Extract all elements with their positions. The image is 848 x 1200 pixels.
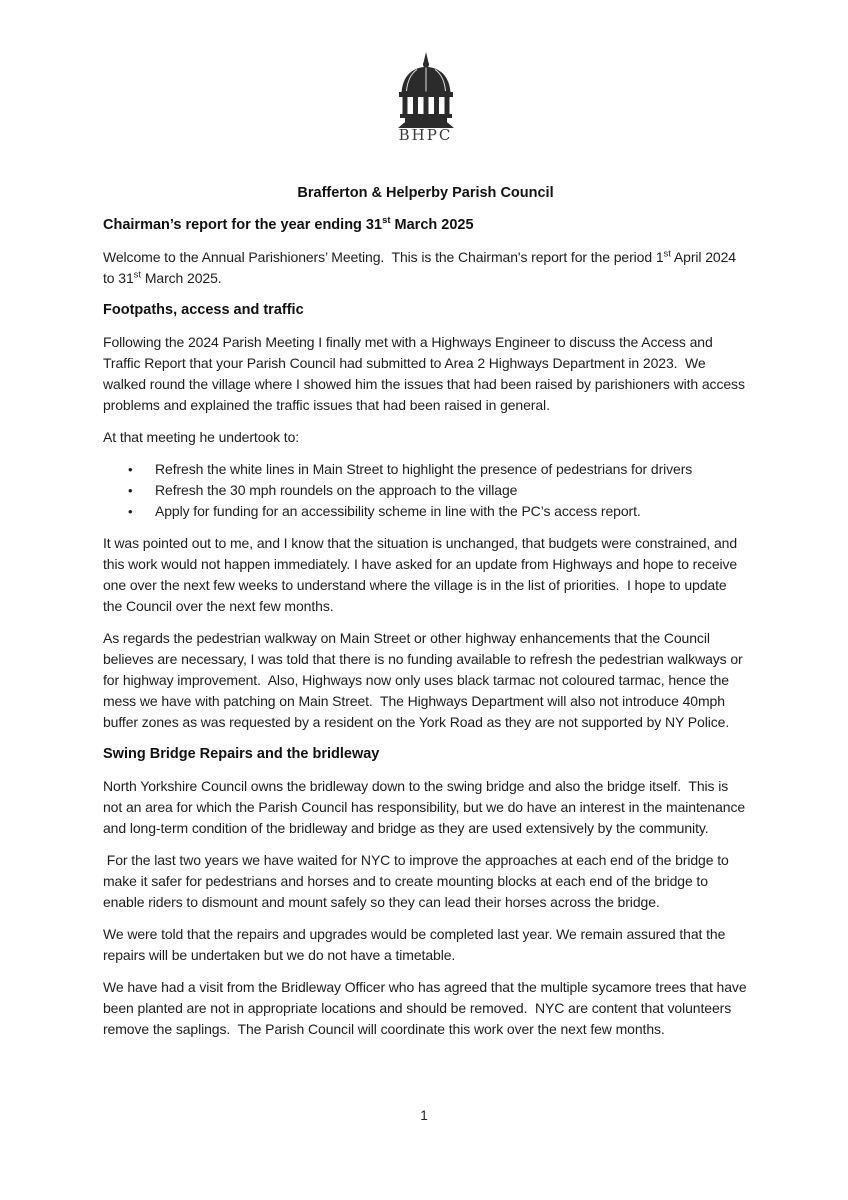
paragraph: For the last two years we have waited for NYC to improve the approaches at each end of the bridge to make it safer for pedestrians and horses and to create mounting blocks at each end of the bridge to enable riders to dismount and mount safely so they can lead their horses across the bridge. [103,852,733,910]
list-item-text: Refresh the white lines in Main Street to highlight the presence of pedestrians for drivers [155,461,693,477]
paragraph: We were told that the repairs and upgrades would be completed last year. We remain assured that the repairs will be undertaken but we do not have a timetable. [103,926,730,963]
bullet-icon: • [128,462,133,477]
bullet-icon: • [128,483,133,498]
intro-text: Welcome to the Annual Parishioners’ Meeting. This is the Chairman's report for the period 1 [103,249,664,265]
paragraph: North Yorkshire Council owns the bridleway down to the swing bridge and also the bridge itself. This is not an area for which the Parish Council has responsibility, but we do have an interest in the maintenance and long-term condition of the bridleway and bridge as they are used extensively by the community. [103,778,749,836]
paragraph: As regards the pedestrian walkway on Main Street or other highway enhancements that the Council believes are necessary, I was told that there is no funding available to refresh the pedestrian walkways or for highway improvement. Also, Highways now only uses black tarmac not coloured tarmac, hence the mess we have with patching on Main Street. The Highways Department will also not introduce 40mph buffer zones as was requested by a resident on the York Road as they are not supported by NY Police. [103,630,747,730]
ordinal-superscript: st [663,248,671,260]
list-intro-paragraph: At that meeting he undertook to: [103,429,300,445]
parish-council-logo [103,52,748,144]
section-heading-footpaths: Footpaths, access and traffic [103,302,304,318]
intro-text: April 2024 to 31 [103,249,740,286]
bullet-icon: • [128,504,133,519]
intro-paragraph [103,247,748,289]
list-item [103,501,748,522]
paragraph: Following the 2024 Parish Meeting I finally met with a Highways Engineer to discuss the Access and Traffic Report that your Parish Council had submitted to Area 2 Highways Department in 2023. We walked round the village where I showed him the issues that had been raised by parishioners with access problems and explained the traffic issues that had been raised in general. [103,334,749,413]
list-item-text: Apply for funding for an accessibility scheme in line with the PC’s access report. [155,503,641,519]
list-item-text: Refresh the 30 mph roundels on the approach to the village [155,482,518,498]
chairman-report-heading [103,215,748,236]
ordinal-superscript: st [133,269,142,281]
paragraph: We have had a visit from the Bridleway Officer who has agreed that the multiple sycamore trees that have been planted are not in appropriate locations and should be removed. NYC are content that volunteers remove the saplings. The Parish Council will coordinate this work over the next few months. [103,979,751,1037]
page-number: 1 [420,1108,428,1123]
document-title: Brafferton & Helperby Parish Council [297,185,554,201]
bullet-list [103,459,748,522]
ordinal-superscript: st [382,215,391,227]
document-content [103,0,751,1040]
cupola-logo-icon [390,52,462,128]
list-item [103,480,748,501]
section-heading-swing-bridge: Swing Bridge Repairs and the bridleway [103,746,380,762]
chairman-heading-text: Chairman’s report for the year ending 31 [103,217,383,233]
chairman-heading-date: March 2025 [390,217,474,233]
list-item [103,459,748,480]
paragraph: It was pointed out to me, and I know that the situation is unchanged, that budgets were constrained, and this work would not happen immediately. I have asked for an update from Highways and hope to receive one over the next few weeks to understand where the village is in the list of priorities. I hope to update the Council over the next few months. [103,535,741,614]
intro-text: March 2025. [141,270,222,286]
logo-caption: BHPC [398,126,453,144]
